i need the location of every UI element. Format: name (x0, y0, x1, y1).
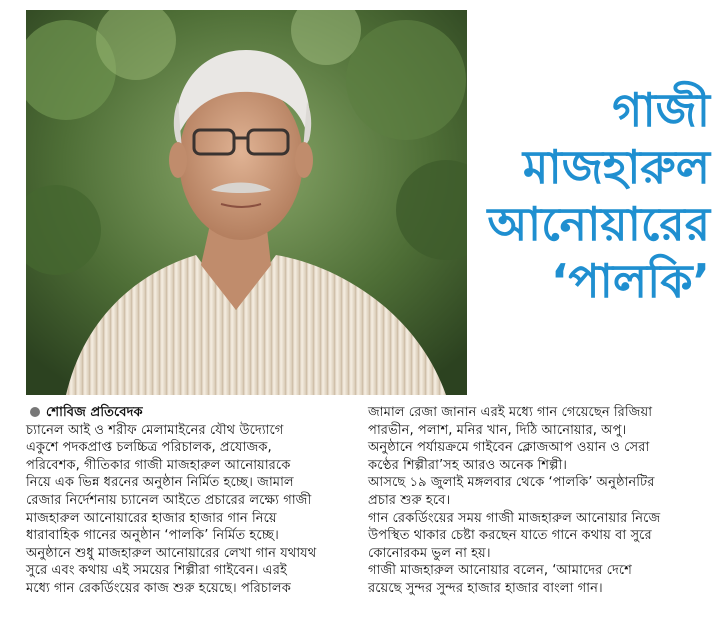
headline-line: আনোয়ারের (487, 197, 710, 251)
text-line: রয়েছে সুন্দর সুন্দর হাজার হাজার বাংলা গান। (368, 580, 603, 596)
portrait-photo (26, 10, 467, 395)
text-line: প্রচার শুরু হবে। (368, 492, 451, 508)
text-line: গাজী মাজহারুল আনোয়ার বলেন, ‘আমাদের দেশে (368, 563, 632, 579)
headline (478, 82, 710, 310)
headline-line: ‘পালকি’ (550, 254, 710, 308)
text-line: মধ্যে গান রেকর্ডিংয়ের কাজ শুরু হয়েছে। পরিচালক (26, 580, 291, 596)
text-line: পরিবেশক, গীতিকার গাজী মাজহারুল আনোয়ারকে (26, 457, 291, 473)
article-column-right (368, 404, 704, 598)
article-column-left (26, 404, 348, 598)
text-line: অনুষ্ঠানে শুধু মাজহারুল আনোয়ারের লেখা গান যথাযথ (26, 545, 317, 561)
text-line: চ্যানেল আই ও শরীফ মেলামাইনের যৌথ উদ্যোগে (26, 422, 284, 438)
text-line: কণ্ঠের শিল্পীরা’সহ আরও অনেক শিল্পী। (368, 457, 568, 473)
text-line: গান রেকর্ডিংয়ের সময় গাজী মাজহারুল আনোয়ার নিজে (368, 510, 661, 526)
text-line: উপস্থিত থাকার চেষ্টা করছেন যাতে গানে কথায় বা সুরে (368, 528, 652, 544)
byline: শোবিজ প্রতিবেদক (46, 405, 143, 420)
text-line: আসছে ১৯ জুলাই মঙ্গলবার থেকে ‘পালকি’ অনুষ্ঠানটির (368, 475, 655, 491)
text-line: নিয়ে এক ভিন্ন ধরনের অনুষ্ঠান নির্মিত হচ্ছে। জামাল (26, 475, 294, 491)
text-line: পারভীন, পলাশ, মনির খান, দিঠি আনোয়ার, অপু। (368, 422, 627, 438)
text-line: রেজার নির্দেশনায় চ্যানেল আইতে প্রচারের লক্ষ্যে গাজী (26, 492, 312, 508)
bullet-icon (30, 407, 40, 417)
text-line: সুরে এবং কথায় এই সময়ের শিল্পীরা গাইবেন। এরই (26, 563, 287, 579)
text-line: মাজহারুল আনোয়ারের হাজার হাজার গান নিয়ে (26, 510, 277, 526)
text-line: ধারাবাহিক গানের অনুষ্ঠান ‘পালকি’ নির্মিত হচ্ছে। (26, 528, 279, 544)
text-line: অনুষ্ঠানে পর্যায়ক্রমে গাইবেন ক্লোজআপ ওয়ান ও সেরা (368, 440, 650, 456)
byline-row (26, 404, 348, 422)
text-line: কোনোরকম ভুল না হয়। (368, 545, 491, 561)
headline-line: গাজী (612, 83, 710, 137)
text-line: জামাল রেজা জানান এরই মধ্যে গান গেয়েছেন রিজিয়া (368, 405, 653, 420)
text-line: একুশে পদকপ্রাপ্ত চলচ্চিত্র পরিচালক, প্রযোজক, (26, 440, 272, 456)
headline-line: মাজহারুল (522, 140, 710, 194)
